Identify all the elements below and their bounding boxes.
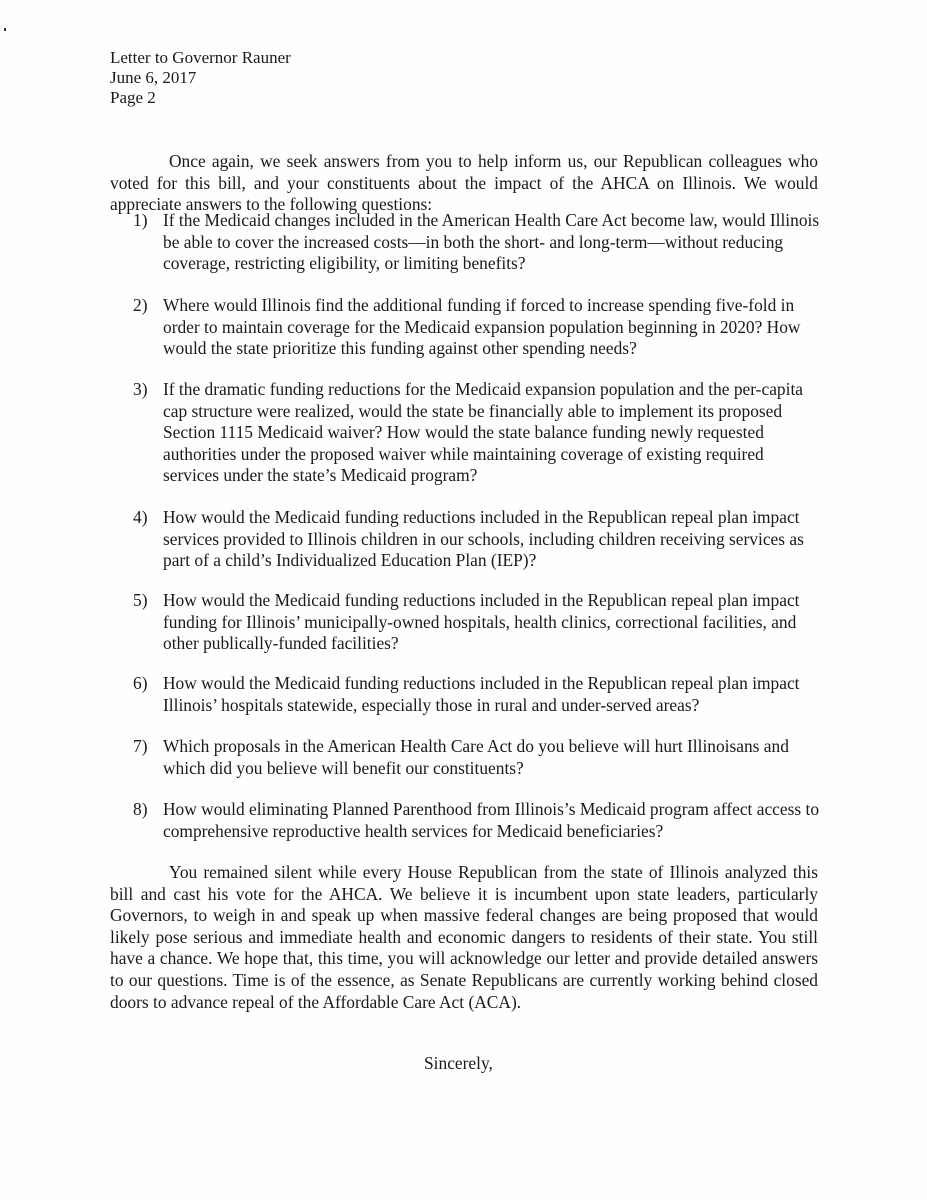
question-text: If the dramatic funding reductions for the Medicaid expansion population and the per-capita cap structure were realized, would the state be financially able to implement its proposed Section 1115 Medicaid waiver? How would the state balance funding newly requested authorities under the proposed waiver while maintaining coverage of existing required services under the state’s Medicaid program?	[163, 379, 803, 486]
question-number: 5)	[133, 590, 148, 610]
question-text: Where would Illinois find the additional funding if forced to increase spending five-fold in order to maintain coverage for the Medicaid expansion population beginning in 2020? How would the state prioritize this funding against other spending needs?	[163, 295, 801, 359]
header-recipient: Letter to Governor Rauner	[110, 48, 291, 67]
question-text: If the Medicaid changes included in the American Health Care Act become law, would Illinois be able to cover the increased costs—in both the short- and long-term—without reducing coverage, restricting eligibility, or limiting benefits?	[163, 210, 820, 274]
question-text: Which proposals in the American Health Care Act do you believe will hurt Illinoisans and which did you believe will benefit our constituents?	[163, 736, 789, 778]
letter-header	[110, 48, 291, 108]
question-number: 6)	[133, 673, 148, 693]
question-number: 3)	[133, 379, 148, 399]
question-number: 2)	[133, 295, 148, 315]
question-text: How would the Medicaid funding reductions included in the Republican repeal plan impact funding for Illinois’ municipally-owned hospitals, health clinics, correctional facilities, and other publically-funded facilities?	[163, 590, 800, 654]
question-number: 8)	[133, 799, 148, 819]
signoff: Sincerely,	[424, 1053, 493, 1073]
closing-paragraph: You remained silent while every House Republican from the state of Illinois analyzed this bill and cast his vote for the AHCA. We believe it is incumbent upon state leaders, particularly Governors, to weigh in and speak up when massive federal changes are being proposed that would likely pose serious and immediate health and economic dangers to residents of their state. You still have a chance. We hope that, this time, you will acknowledge our letter and provide detailed answers to our questions. Time is of the essence, as Senate Republicans are currently working behind closed doors to advance repeal of the Affordable Care Act (ACA).	[110, 862, 818, 1012]
scan-speck	[4, 28, 6, 31]
header-date: June 6, 2017	[110, 68, 197, 87]
header-page-number: Page 2	[110, 88, 156, 107]
question-number: 1)	[133, 210, 148, 230]
question-text: How would the Medicaid funding reductions included in the Republican repeal plan impact Illinois’ hospitals statewide, especially those in rural and under-served areas?	[163, 673, 800, 715]
question-text: How would eliminating Planned Parenthood from Illinois’s Medicaid program affect access to comprehensive reproductive health services for Medicaid beneficiaries?	[163, 799, 820, 841]
intro-paragraph: Once again, we seek answers from you to help inform us, our Republican colleagues who voted for this bill, and your constituents about the impact of the AHCA on Illinois. We would appreciate answers to the following questions:	[110, 151, 818, 215]
question-text: How would the Medicaid funding reductions included in the Republican repeal plan impact services provided to Illinois children in our schools, including children receiving services as part of a child’s Individualized Education Plan (IEP)?	[163, 507, 804, 571]
question-number: 7)	[133, 736, 148, 756]
question-number: 4)	[133, 507, 148, 527]
